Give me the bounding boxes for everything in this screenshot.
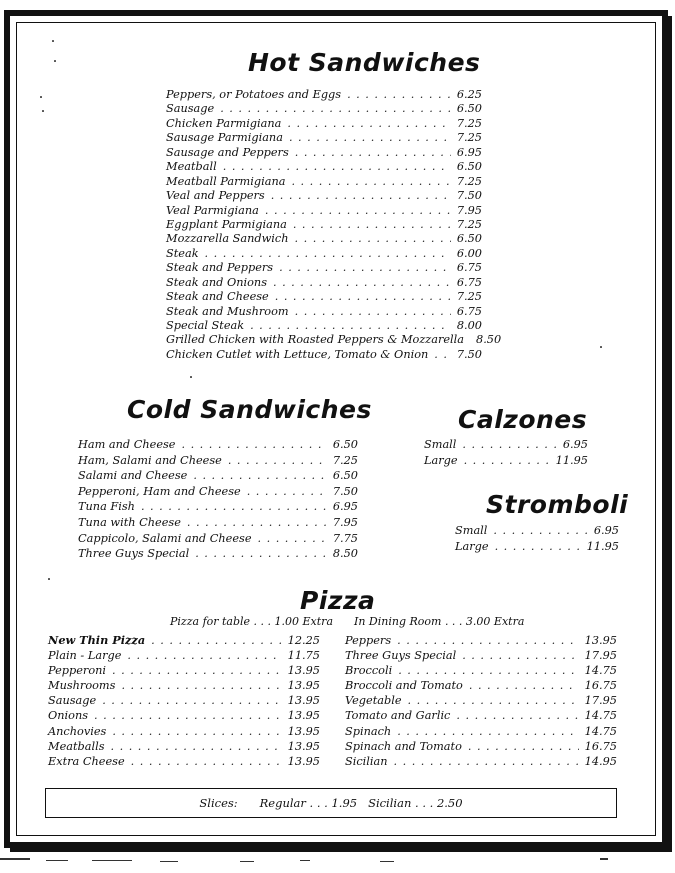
- menu-item-name: Broccoli: [345, 664, 393, 678]
- menu-item-name: Steak: [166, 246, 199, 260]
- menu-item-price: 7.25: [332, 453, 358, 467]
- menu-item-row: [424, 437, 588, 453]
- menu-item-row: [166, 218, 482, 232]
- dot-leader: [347, 88, 451, 102]
- menu-item-price: 7.50: [456, 347, 482, 361]
- menu-item-row: [166, 333, 502, 347]
- menu-item-name: Sausage and Peppers: [166, 145, 289, 159]
- dot-leader: [111, 739, 282, 754]
- stromboli-title: Stromboli: [486, 490, 629, 519]
- dot-leader: [287, 117, 450, 131]
- scan-speck: [52, 40, 54, 42]
- menu-item-row: [48, 693, 320, 708]
- menu-item-row: [166, 160, 482, 174]
- dot-leader: [275, 290, 451, 304]
- calzones-list: [424, 437, 588, 468]
- menu-item-price: 14.75: [584, 724, 617, 738]
- menu-item-row: [345, 754, 617, 769]
- hot-sandwiches-list: [166, 88, 502, 362]
- slices-regular: Regular . . . 1.95: [259, 796, 358, 810]
- menu-item-row: [166, 290, 482, 304]
- dot-leader: [127, 648, 281, 663]
- dot-leader: [462, 437, 556, 453]
- menu-item-row: [48, 663, 320, 678]
- menu-item-row: [78, 453, 358, 469]
- menu-item-row: [166, 204, 482, 218]
- menu-item-price: 6.95: [456, 145, 482, 159]
- dot-leader: [397, 724, 578, 739]
- dot-leader: [295, 305, 451, 319]
- menu-item-row: [78, 546, 358, 562]
- slices-sicilian: Sicilian . . . 2.50: [368, 796, 463, 810]
- dot-leader: [193, 468, 326, 484]
- menu-item-row: [166, 276, 482, 290]
- menu-item-price: 13.95: [287, 739, 320, 753]
- menu-item-name: Onions: [48, 709, 89, 723]
- menu-item-name: Peppers, or Potatoes and Eggs: [166, 88, 342, 101]
- calzones-title: Calzones: [458, 405, 588, 434]
- menu-item-row: [166, 232, 482, 246]
- menu-item-name: Sausage: [48, 694, 97, 708]
- menu-item-name: Chicken Parmigiana: [166, 116, 282, 130]
- menu-item-name: Steak and Peppers: [166, 261, 274, 275]
- menu-item-name: Chicken Cutlet with Lettuce, Tomato & Onion: [166, 347, 429, 361]
- menu-item-price: 13.95: [584, 634, 617, 647]
- menu-item-name: Eggplant Parmigiana: [166, 217, 287, 231]
- menu-item-price: 6.50: [456, 232, 482, 246]
- menu-item-price: 6.75: [456, 261, 482, 275]
- stromboli-list: [455, 523, 619, 554]
- dot-leader: [464, 453, 550, 469]
- menu-item-price: 7.25: [456, 290, 482, 304]
- menu-item-name: Peppers: [345, 634, 392, 647]
- menu-item-row: [166, 102, 482, 116]
- menu-item-name: Three Guys Special: [345, 649, 457, 663]
- menu-item-name: Spinach: [345, 724, 392, 738]
- menu-item-row: [424, 453, 588, 469]
- dot-leader: [456, 708, 578, 723]
- menu-item-name: Tuna with Cheese: [78, 515, 181, 529]
- dot-leader: [408, 693, 579, 708]
- menu-item-name: Small: [424, 438, 457, 451]
- dot-leader: [228, 453, 327, 469]
- scan-noise: [600, 858, 608, 860]
- dot-leader: [265, 204, 451, 218]
- menu-item-row: [166, 189, 482, 203]
- menu-item-row: [345, 693, 617, 708]
- dot-leader: [273, 276, 451, 290]
- menu-item-name: Extra Cheese: [48, 754, 125, 768]
- menu-item-row: [48, 739, 320, 754]
- dot-leader: [112, 663, 282, 678]
- scan-speck: [48, 578, 50, 580]
- menu-item-row: [48, 754, 320, 769]
- menu-item-name: Vegetable: [345, 694, 402, 708]
- menu-item-row: [345, 739, 617, 754]
- menu-item-price: 11.95: [586, 539, 619, 553]
- menu-item-price: 7.25: [456, 217, 482, 231]
- menu-item-name: Mushrooms: [48, 679, 116, 693]
- menu-item-row: [166, 247, 482, 261]
- menu-item-price: 6.50: [332, 469, 358, 483]
- dot-leader: [250, 319, 451, 333]
- menu-item-price: 13.95: [287, 754, 320, 768]
- dot-leader: [121, 678, 281, 693]
- frame-shadow-bottom: [10, 848, 668, 852]
- dot-leader: [258, 531, 327, 547]
- menu-item-row: [345, 648, 617, 663]
- menu-item-price: 8.50: [332, 547, 358, 561]
- menu-item-price: 14.95: [584, 754, 617, 768]
- menu-item-name: New Thin Pizza: [48, 633, 146, 647]
- menu-item-name: Mozzarella Sandwich: [166, 232, 289, 246]
- menu-item-row: [166, 305, 482, 319]
- hot-sandwiches-title: Hot Sandwiches: [248, 48, 481, 77]
- menu-item-name: Tuna Fish: [78, 500, 135, 514]
- menu-item-price: 8.50: [476, 333, 502, 347]
- dot-leader: [398, 663, 578, 678]
- menu-item-name: Cappicolo, Salami and Cheese: [78, 531, 252, 545]
- dot-leader: [220, 102, 451, 116]
- menu-item-name: Veal and Peppers: [166, 189, 265, 203]
- dot-leader: [434, 348, 451, 362]
- menu-item-name: Steak and Mushroom: [166, 304, 289, 318]
- menu-item-price: 13.95: [287, 724, 320, 738]
- menu-item-row: [48, 633, 320, 648]
- pizza-left-list: [48, 633, 320, 769]
- menu-item-price: 12.25: [287, 634, 320, 647]
- menu-item-row: [345, 708, 617, 723]
- menu-item-name: Meatball: [166, 160, 217, 174]
- dot-leader: [195, 546, 327, 562]
- menu-item-price: 13.95: [287, 679, 320, 693]
- menu-item-name: Large: [455, 539, 489, 553]
- dot-leader: [394, 754, 579, 769]
- scan-noise: [160, 861, 178, 862]
- frame-shadow-right: [668, 16, 672, 852]
- menu-item-price: 13.95: [287, 664, 320, 678]
- menu-item-row: [166, 88, 482, 102]
- menu-item-price: 6.95: [332, 500, 358, 514]
- menu-item-name: Small: [455, 524, 488, 537]
- dot-leader: [131, 754, 282, 769]
- scan-noise: [92, 860, 132, 861]
- scan-speck: [42, 110, 44, 112]
- menu-item-row: [345, 663, 617, 678]
- pizza-right-list: [345, 633, 617, 769]
- menu-item-price: 7.25: [456, 174, 482, 188]
- dot-leader: [94, 708, 282, 723]
- dot-leader: [223, 160, 451, 174]
- menu-item-name: Ham and Cheese: [78, 438, 176, 451]
- dot-leader: [493, 523, 587, 539]
- menu-item-row: [166, 348, 482, 362]
- menu-item-name: Grilled Chicken with Roasted Peppers & Mozzarella: [166, 333, 465, 347]
- menu-item-name: Ham, Salami and Cheese: [78, 453, 222, 467]
- menu-item-name: Broccoli and Tomato: [345, 679, 463, 693]
- slices-box: [45, 788, 617, 818]
- menu-item-name: Spinach and Tomato: [345, 739, 462, 753]
- pizza-dining-note: In Dining Room . . . 3.00 Extra: [354, 615, 525, 628]
- menu-item-price: 7.50: [456, 189, 482, 203]
- menu-item-name: Plain - Large: [48, 649, 122, 663]
- menu-item-name: Meatballs: [48, 739, 105, 753]
- menu-item-price: 6.95: [562, 438, 588, 451]
- dot-leader: [141, 499, 327, 515]
- menu-item-name: Pepperoni: [48, 664, 107, 678]
- dot-leader: [462, 648, 578, 663]
- menu-item-price: 6.95: [593, 524, 619, 537]
- dot-leader: [112, 724, 281, 739]
- dot-leader: [293, 218, 451, 232]
- pizza-title: Pizza: [300, 586, 376, 615]
- menu-item-price: 8.00: [456, 319, 482, 332]
- menu-item-name: Meatball Parmigiana: [166, 174, 286, 188]
- menu-item-price: 7.50: [332, 484, 358, 498]
- menu-item-row: [48, 678, 320, 693]
- menu-item-row: [78, 468, 358, 484]
- menu-item-price: 6.50: [456, 160, 482, 174]
- menu-item-price: 11.75: [287, 649, 320, 663]
- menu-item-name: Tomato and Garlic: [345, 709, 451, 723]
- menu-item-row: [78, 515, 358, 531]
- slices-label: Slices:: [199, 796, 238, 810]
- menu-item-price: 13.95: [287, 694, 320, 708]
- slices-spacer: [357, 796, 368, 810]
- dot-leader: [468, 739, 579, 754]
- menu-item-price: 7.25: [456, 116, 482, 130]
- menu-item-row: [166, 319, 482, 333]
- menu-item-row: [48, 648, 320, 663]
- pizza-table-note: Pizza for table . . . 1.00 Extra: [170, 615, 333, 628]
- menu-item-name: Sicilian: [345, 754, 388, 768]
- menu-item-row: [78, 437, 358, 453]
- menu-item-name: Pepperoni, Ham and Cheese: [78, 484, 241, 498]
- menu-item-name: Special Steak: [166, 319, 245, 332]
- menu-item-price: 17.95: [584, 694, 617, 708]
- dot-leader: [397, 633, 579, 648]
- menu-item-price: 6.25: [456, 88, 482, 101]
- dot-leader: [182, 437, 327, 453]
- scan-noise: [300, 860, 310, 861]
- menu-item-price: 7.95: [456, 203, 482, 217]
- scan-noise: [240, 861, 254, 862]
- menu-item-row: [455, 523, 619, 539]
- menu-item-price: 11.95: [555, 453, 588, 467]
- menu-item-row: [78, 484, 358, 500]
- menu-item-row: [345, 724, 617, 739]
- menu-item-name: Salami and Cheese: [78, 469, 188, 483]
- dot-leader: [187, 515, 327, 531]
- dot-leader: [295, 146, 451, 160]
- menu-item-row: [78, 531, 358, 547]
- dot-leader: [289, 131, 451, 145]
- menu-item-price: 7.25: [456, 131, 482, 145]
- menu-item-name: Veal Parmigiana: [166, 203, 259, 217]
- menu-item-price: 6.00: [456, 246, 482, 260]
- menu-item-price: 6.75: [456, 304, 482, 318]
- menu-item-name: Steak and Cheese: [166, 290, 269, 304]
- cold-sandwiches-title: Cold Sandwiches: [127, 395, 372, 424]
- menu-item-row: [345, 633, 617, 648]
- menu-item-name: Sausage Parmigiana: [166, 131, 283, 145]
- dot-leader: [279, 261, 451, 275]
- slices-spacer: [238, 796, 260, 810]
- menu-item-row: [166, 146, 482, 160]
- dot-leader: [102, 693, 281, 708]
- menu-item-price: 6.50: [332, 438, 358, 451]
- menu-item-name: Large: [424, 453, 458, 467]
- dot-leader: [295, 232, 451, 246]
- menu-item-price: 6.50: [456, 102, 482, 116]
- menu-item-price: 7.95: [332, 515, 358, 529]
- scan-speck: [40, 96, 42, 98]
- menu-item-row: [166, 261, 482, 275]
- menu-item-price: 14.75: [584, 709, 617, 723]
- menu-item-price: 17.95: [584, 649, 617, 663]
- menu-item-row: [166, 117, 482, 131]
- scan-speck: [600, 346, 602, 348]
- menu-item-name: Three Guys Special: [78, 547, 190, 561]
- cold-sandwiches-list: [78, 437, 358, 562]
- menu-item-price: 16.75: [584, 679, 617, 693]
- dot-leader: [205, 247, 451, 261]
- dot-leader: [469, 678, 579, 693]
- menu-item-row: [166, 131, 482, 145]
- scan-speck: [54, 60, 56, 62]
- menu-item-name: Steak and Onions: [166, 275, 267, 289]
- dot-leader: [291, 175, 450, 189]
- dot-leader: [247, 484, 327, 500]
- menu-item-price: 14.75: [584, 664, 617, 678]
- scan-speck: [190, 376, 192, 378]
- menu-item-row: [78, 499, 358, 515]
- menu-item-price: 7.75: [332, 531, 358, 545]
- menu-item-price: 6.75: [456, 275, 482, 289]
- menu-item-price: 16.75: [584, 739, 617, 753]
- menu-item-name: Sausage: [166, 102, 215, 116]
- dot-leader: [151, 633, 281, 648]
- menu-item-row: [345, 678, 617, 693]
- dot-leader: [271, 189, 451, 203]
- menu-item-row: [48, 724, 320, 739]
- dot-leader: [495, 539, 581, 555]
- menu-item-row: [48, 708, 320, 723]
- menu-item-row: [455, 539, 619, 555]
- menu-item-row: [166, 175, 482, 189]
- scan-noise: [46, 860, 68, 861]
- menu-item-price: 13.95: [287, 709, 320, 723]
- scan-noise: [0, 858, 30, 860]
- scan-noise: [380, 861, 394, 862]
- menu-item-name: Anchovies: [48, 724, 107, 738]
